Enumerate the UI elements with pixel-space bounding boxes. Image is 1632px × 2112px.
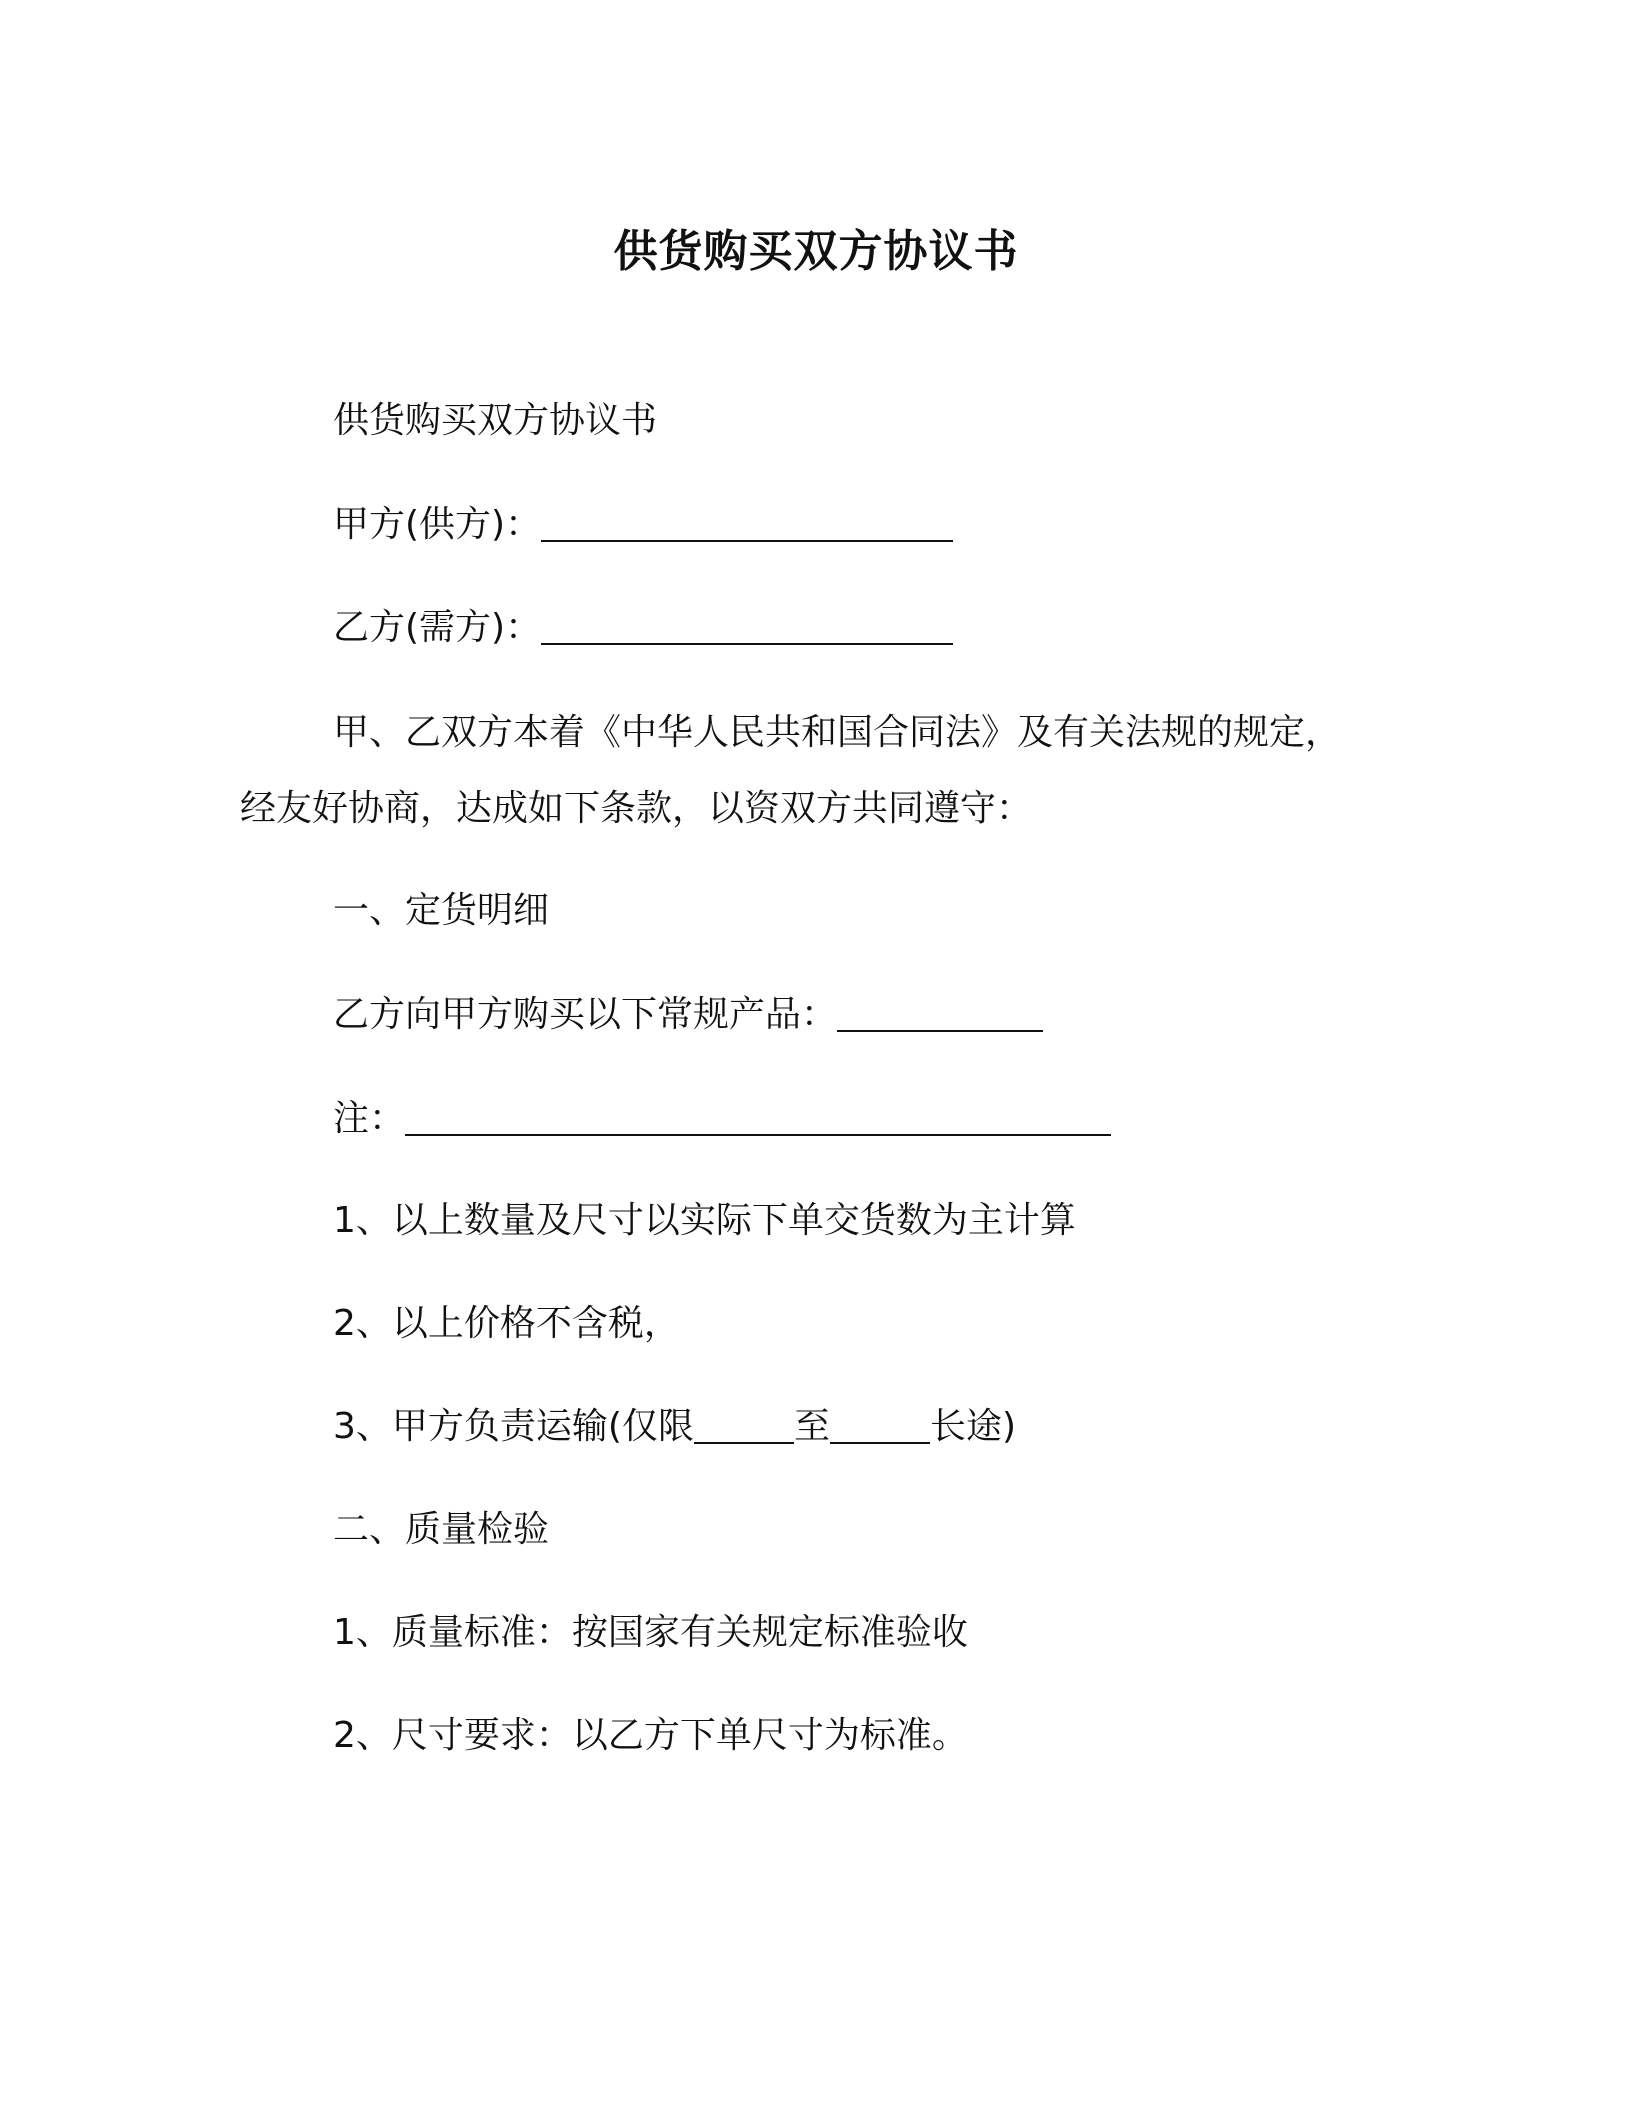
section1-heading: 一、定货明细 [333, 890, 550, 931]
document-title: 供货购买双方协议书 [613, 226, 1019, 277]
party-b-blank [541, 607, 953, 645]
note-line [333, 1094, 1111, 1144]
quality-1: 1、质量标准：按国家有关规定标准验收 [333, 1612, 968, 1653]
section2-heading: 二、质量检验 [333, 1509, 550, 1550]
item-3-prefix: 3、甲方负责运输(仅限 [333, 1406, 694, 1447]
item-3-to-blank [830, 1406, 930, 1444]
party-a-label: 甲方(供方)： [333, 504, 542, 545]
preamble-line-1: 甲、乙双方本着《中华人民共和国合同法》及有关法规的规定， [333, 712, 1342, 753]
purchase-label: 乙方向甲方购买以下常规产品： [333, 994, 838, 1035]
item-2: 2、以上价格不含税， [333, 1303, 680, 1344]
item-3-suffix: 长途) [929, 1406, 1017, 1447]
purchase-line [333, 990, 1043, 1040]
party-b-line [333, 603, 953, 653]
party-a-line [333, 500, 953, 550]
party-a-blank [541, 504, 953, 542]
purchase-blank [837, 994, 1043, 1032]
quality-2: 2、尺寸要求：以乙方下单尺寸为标准。 [333, 1715, 968, 1756]
party-b-label: 乙方(需方)： [333, 607, 542, 648]
note-label: 注： [333, 1098, 406, 1139]
note-blank [405, 1098, 1111, 1136]
item-3-mid: 至 [793, 1406, 830, 1447]
subtitle: 供货购买双方协议书 [333, 400, 658, 441]
item-1: 1、以上数量及尺寸以实际下单交货数为主计算 [333, 1200, 1076, 1241]
preamble-line-2: 经友好协商，达成如下条款，以资双方共同遵守： [240, 788, 1033, 829]
item-3 [333, 1402, 1016, 1452]
item-3-from-blank [694, 1406, 794, 1444]
